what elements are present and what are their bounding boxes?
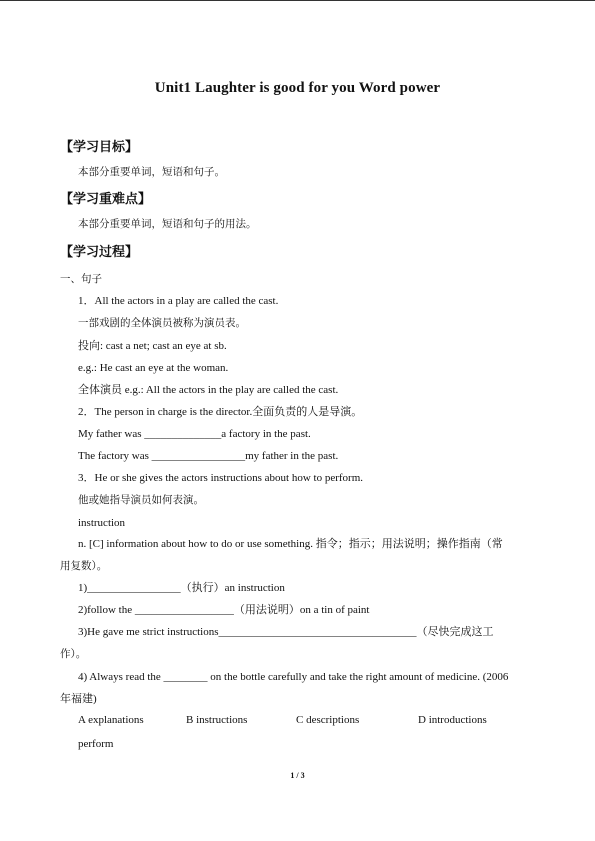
cast-definition-2: 全体演员 e.g.: All the actors in the play are called the cast. [78, 384, 339, 396]
sentence-3-translation: 他或她指导演员如何表演。 [78, 494, 204, 506]
sentence-1-translation: 一部戏剧的全体演员被称为演员表。 [78, 317, 246, 329]
sentence-1: 1．All the actors in a play are called the cast. [78, 295, 279, 307]
exercise-1: 1)_________________（执行）an instruction [78, 582, 285, 594]
cast-definition-1: 投向: cast a net; cast an eye at sb. [78, 340, 227, 352]
sentence-2: 2．The person in charge is the director.全面负责的人是导演。 [78, 406, 363, 418]
instruction-definition-line-1: n. [C] information about how to do or use something. 指令；指示；用法说明；操作指南（常 [78, 538, 503, 550]
exercise-2: 2)follow the __________________（用法说明）on a tin of paint [78, 604, 370, 616]
learning-goal-heading: 【学习目标】 [60, 140, 139, 155]
learning-goal-text: 本部分重要单词，短语和句子。 [78, 166, 225, 178]
key-points-text: 本部分重要单词，短语和句子的用法。 [78, 218, 257, 230]
word-instruction: instruction [78, 517, 126, 529]
word-perform: perform [78, 738, 114, 750]
option-d: D introductions [418, 714, 487, 726]
exercise-3-line-1: 3)He gave me strict instructions____________________________________（尽快完成这工 [78, 626, 494, 638]
document-title: Unit1 Laughter is good for you Word power [154, 80, 441, 96]
sentence-2-exercise-1: My father was ______________a factory in the past. [78, 428, 311, 440]
option-c: C descriptions [296, 714, 360, 726]
exercise-4-line-1: 4) Always read the ________ on the bottle carefully and take the right amount of medicine. (2006 [78, 671, 509, 683]
key-points-heading: 【学习重难点】 [60, 192, 152, 207]
cast-example-1: e.g.: He cast an eye at the woman. [78, 362, 229, 374]
option-b: B instructions [186, 714, 248, 726]
instruction-definition-line-2: 用复数）。 [60, 560, 108, 572]
top-rule [0, 0, 595, 1]
option-a: A explanations [78, 714, 144, 726]
sentence-3: 3．He or she gives the actors instructions about how to perform. [78, 472, 364, 484]
sentence-2-exercise-2: The factory was _________________my father in the past. [78, 450, 339, 462]
page-number: 1 / 3 [290, 771, 305, 780]
exercise-4-line-2: 年福建) [60, 693, 97, 705]
learning-process-heading: 【学习过程】 [60, 245, 139, 260]
exercise-3-line-2: 作）。 [60, 648, 87, 660]
part-one-label: 一、句子 [60, 273, 102, 285]
